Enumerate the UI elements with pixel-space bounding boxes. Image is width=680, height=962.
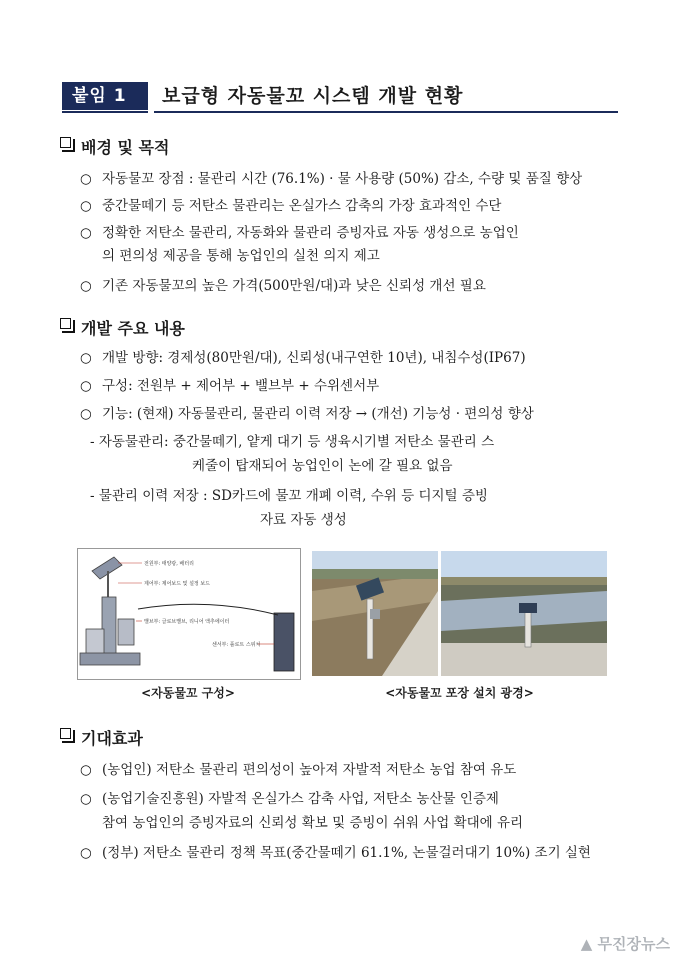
section-heading-text: 배경 및 목적	[81, 138, 170, 157]
circle-bullet-icon: ○	[80, 791, 92, 807]
title-rule-left	[62, 111, 148, 113]
list-item	[80, 196, 501, 216]
list-item-text: (농업기술진흥원) 자발적 온실가스 감축 사업, 저탄소 농산물 인증제	[102, 791, 499, 807]
field-photo-2	[441, 551, 607, 676]
sub-item-continuation: 케줄이 탑재되어 농업인이 논에 갈 필요 없음	[192, 458, 453, 474]
section-heading-development	[62, 318, 185, 340]
list-item-text: (정부) 저탄소 물관리 정책 목표(중간물떼기 61.1%, 논물걸러대기 10%) 조기 실현	[102, 845, 591, 861]
diagram-label-valve: 밸브부: 글로브밸브, 리니어 액추에이터	[144, 619, 230, 625]
list-item-text: 정확한 저탄소 물관리, 자동화와 물관리 증빙자료 자동 생성으로 농업인	[102, 225, 519, 241]
list-item-text: 기존 자동물꼬의 높은 가격(500만원/대)과 낮은 신뢰성 개선 필요	[102, 278, 486, 294]
section-heading-background	[62, 137, 169, 159]
circle-bullet-icon: ○	[80, 350, 92, 366]
section-heading-effects	[62, 728, 143, 750]
circle-bullet-icon: ○	[80, 171, 92, 187]
watermark	[581, 933, 670, 954]
checkbox-square-icon	[62, 139, 75, 152]
watermark-text: 무진장뉴스	[597, 935, 670, 953]
caption-right: <자동물꼬 포장 설치 광경>	[385, 686, 534, 700]
circle-bullet-icon: ○	[80, 198, 92, 214]
field-photo-1-drawing	[312, 551, 438, 676]
circle-bullet-icon: ○	[80, 278, 92, 294]
section-heading-text: 개발 주요 내용	[81, 319, 185, 338]
device-diagram	[77, 548, 301, 680]
title-badge: 붙임 1	[62, 82, 148, 110]
diagram-label-control: 제어부: 제어보드 및 설정 보드	[144, 581, 211, 587]
list-item	[80, 276, 486, 296]
sub-item-continuation: 자료 자동 생성	[260, 512, 347, 528]
watermark-logo-icon: ▲	[580, 935, 593, 953]
circle-bullet-icon: ○	[80, 762, 92, 778]
sub-item: - 물관리 이력 저장 : SD카드에 물꼬 개폐 이력, 수위 등 디지털 증빙	[90, 488, 488, 504]
diagram-label-sensor: 센서부: 플로트 스위치	[212, 642, 261, 648]
field-photo-1	[312, 551, 438, 676]
list-item-continuation: 의 편의성 제공을 통해 농업인의 실천 의지 제고	[102, 248, 380, 264]
circle-bullet-icon: ○	[80, 225, 92, 241]
list-item	[80, 760, 516, 780]
sub-item: - 자동물관리: 중간물떼기, 얕게 대기 등 생육시기별 저탄소 물관리 스	[90, 434, 495, 450]
list-item-text: 기능: (현재) 자동물관리, 물관리 이력 저장 → (개선) 기능성 · 편의성 향상	[102, 406, 534, 422]
list-item	[80, 348, 526, 368]
list-item	[80, 376, 379, 396]
list-item-continuation: 참여 농업인의 증빙자료의 신뢰성 확보 및 증빙이 쉬워 사업 확대에 유리	[102, 815, 524, 831]
list-item	[80, 843, 591, 863]
circle-bullet-icon: ○	[80, 406, 92, 422]
list-item-text: 개발 방향: 경제성(80만원/대), 신뢰성(내구연한 10년), 내침수성(IP67)	[102, 350, 526, 366]
checkbox-square-icon	[62, 320, 75, 333]
document-title	[62, 82, 618, 114]
circle-bullet-icon: ○	[80, 845, 92, 861]
list-item	[80, 789, 499, 809]
caption-left: <자동물꼬 구성>	[141, 686, 235, 700]
list-item-text: 중간물떼기 등 저탄소 물관리는 온실가스 감축의 가장 효과적인 수단	[102, 198, 502, 214]
list-item	[80, 223, 519, 243]
section-heading-text: 기대효과	[81, 729, 143, 748]
field-photo-2-drawing	[441, 551, 607, 676]
list-item-text: 구성: 전원부 + 제어부 + 밸브부 + 수위센서부	[102, 378, 380, 394]
list-item	[80, 404, 534, 424]
checkbox-square-icon	[62, 730, 75, 743]
device-diagram-drawing	[78, 549, 300, 679]
title-text: 보급형 자동물꼬 시스템 개발 현황	[162, 85, 464, 107]
circle-bullet-icon: ○	[80, 378, 92, 394]
list-item-text: 자동물꼬 장점 : 물관리 시간 (76.1%) · 물 사용량 (50%) 감소, 수량 및 품질 향상	[102, 171, 583, 187]
list-item	[80, 169, 582, 189]
title-rule	[154, 111, 618, 113]
diagram-label-power: 전원부: 태양광, 배터리	[144, 561, 194, 567]
list-item-text: (농업인) 저탄소 물관리 편의성이 높아져 자발적 저탄소 농업 참여 유도	[102, 762, 517, 778]
